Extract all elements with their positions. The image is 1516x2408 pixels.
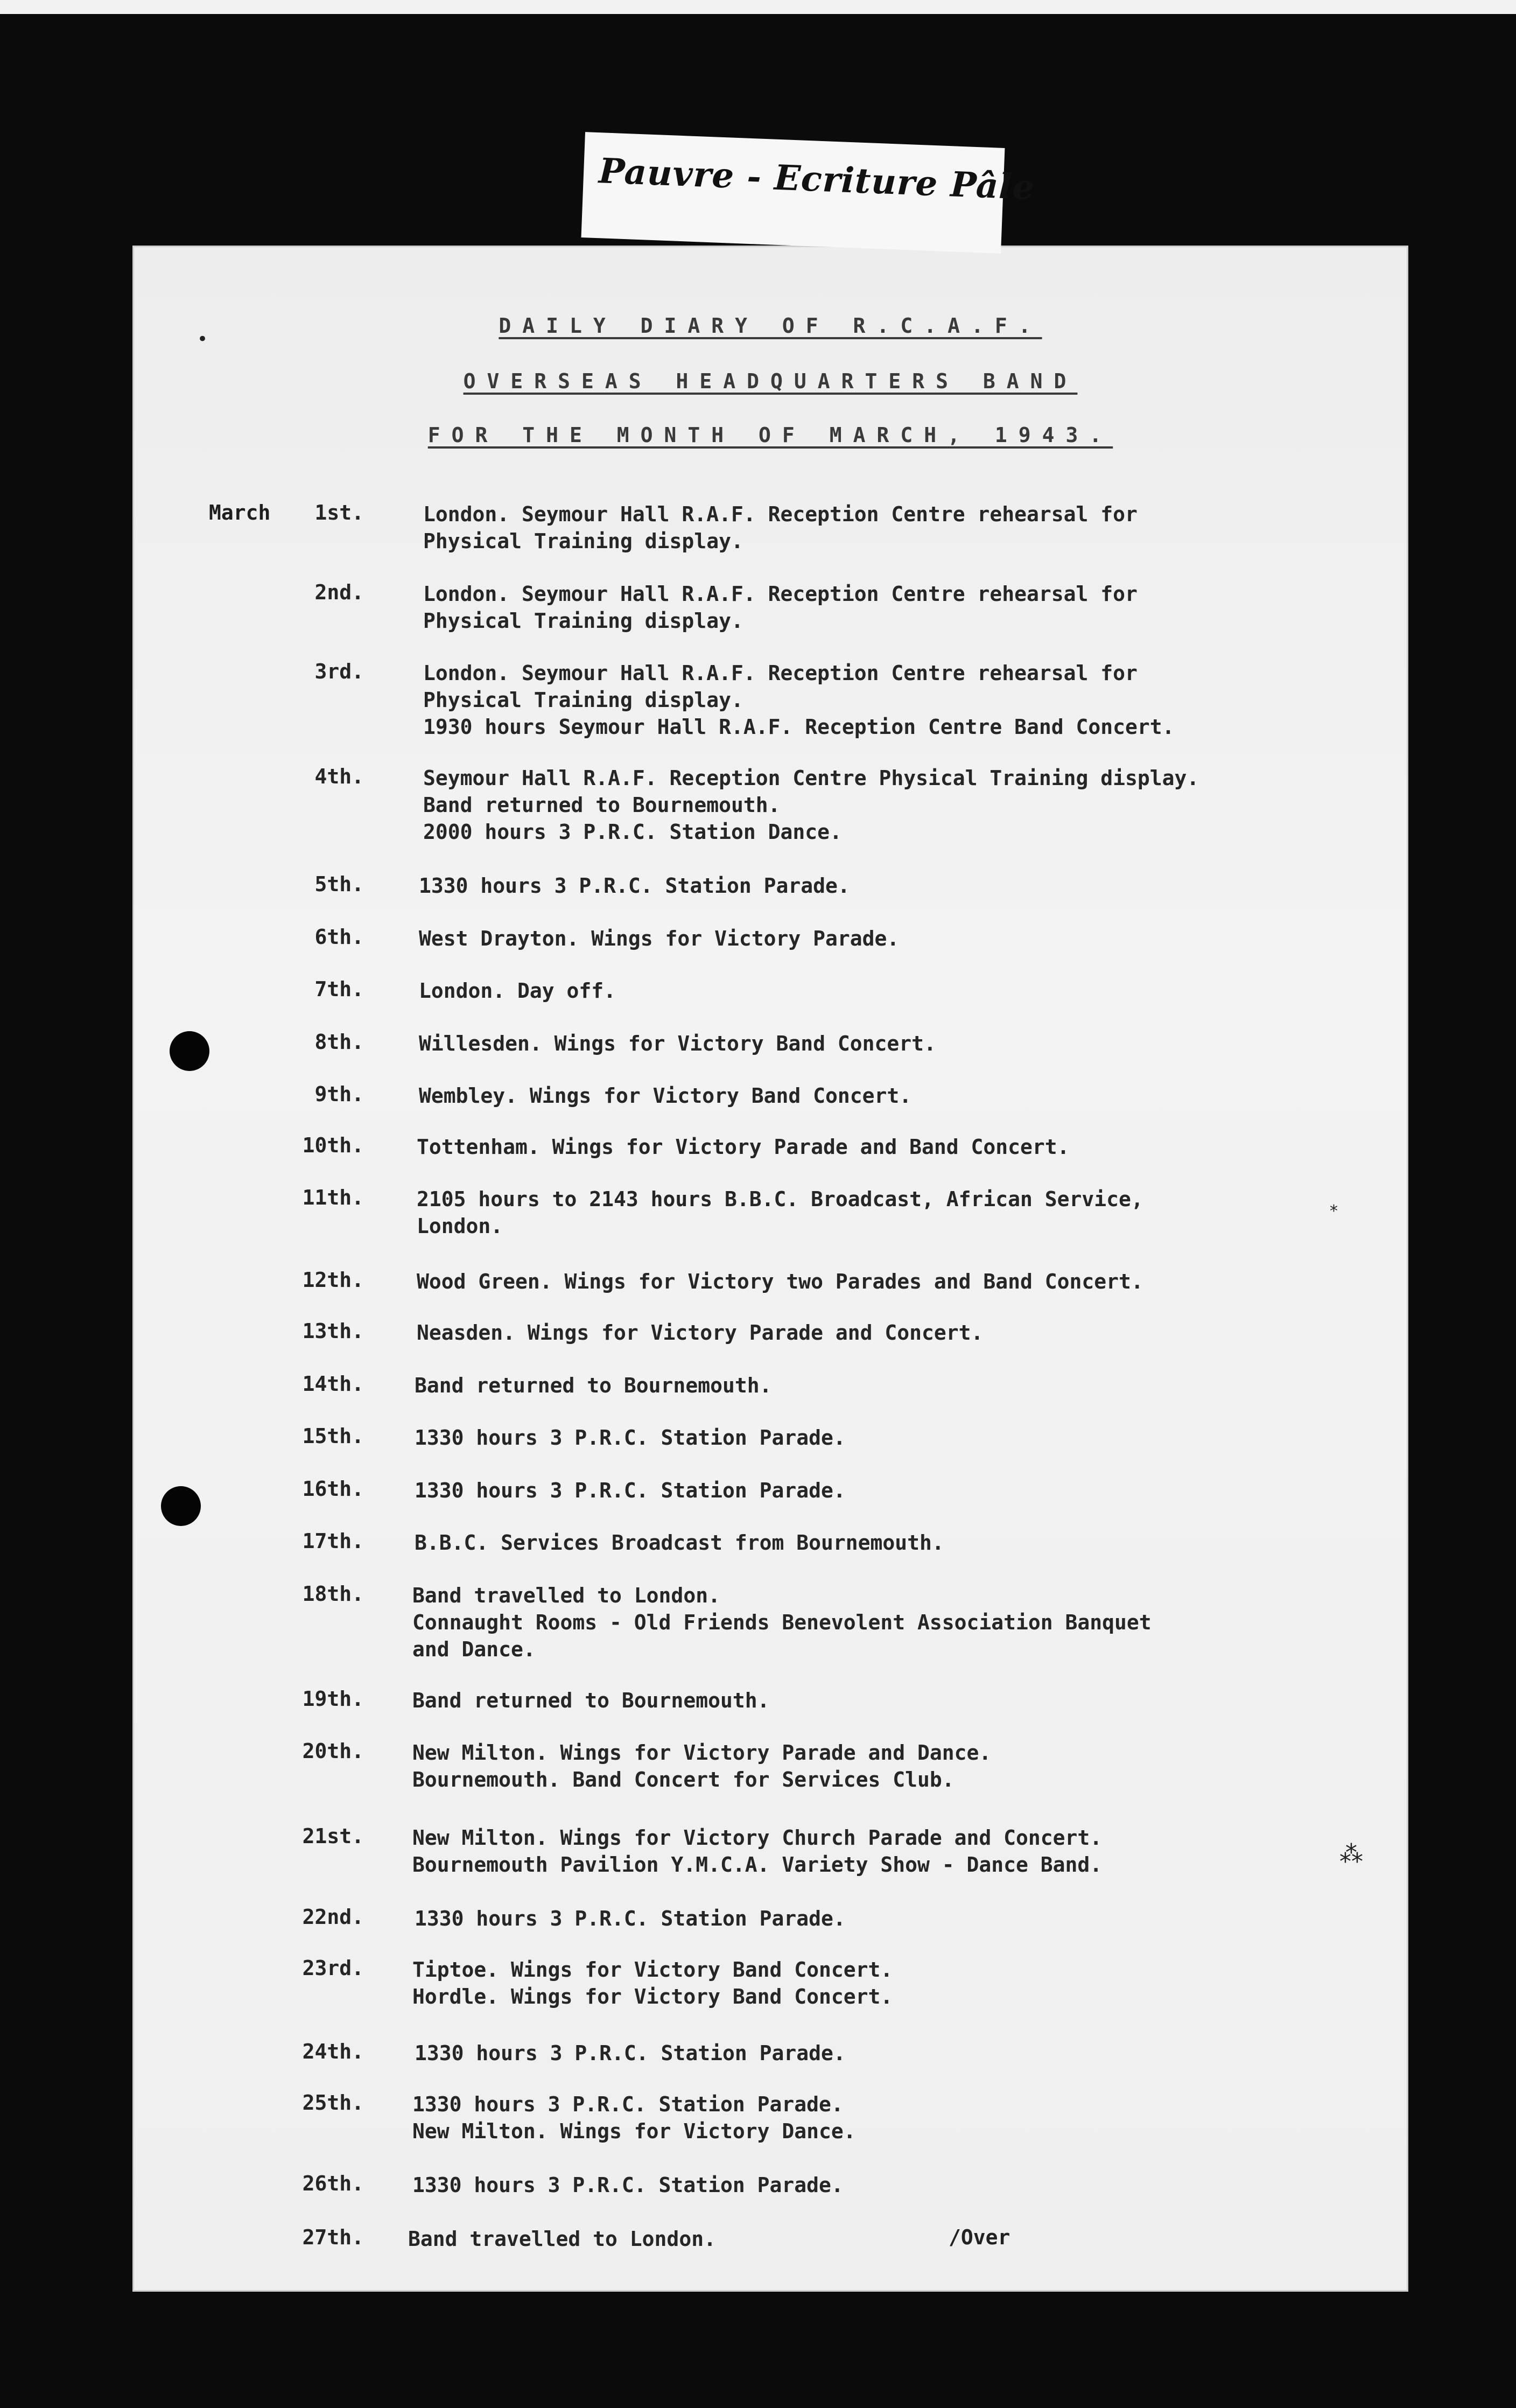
entry-text xyxy=(419,925,899,952)
entry-line: Neasden. Wings for Victory Parade and Concert. xyxy=(417,1321,984,1345)
entry-day: 20th. xyxy=(302,1739,364,1763)
entry-text xyxy=(415,1424,846,1451)
entry-text xyxy=(412,2091,856,2145)
diary-title-line-2: OVERSEAS HEADQUARTERS BAND xyxy=(463,369,1078,393)
diary-entry xyxy=(0,660,1516,739)
entry-text xyxy=(415,2040,846,2067)
diary-entry xyxy=(0,1824,1516,1877)
entry-day: 25th. xyxy=(302,2091,364,2115)
entry-day: 6th. xyxy=(314,925,364,949)
entry-line: Wood Green. Wings for Victory two Parades and Band Concert. xyxy=(417,1270,1143,1293)
entry-text xyxy=(415,1372,771,1399)
entry-day: 19th. xyxy=(302,1687,364,1711)
entry-line: 1330 hours 3 P.R.C. Station Parade. xyxy=(412,2173,844,2197)
entry-line: Willesden. Wings for Victory Band Concert. xyxy=(419,1032,936,1055)
diary-entry xyxy=(0,977,1516,1003)
entry-line: Hordle. Wings for Victory Band Concert. xyxy=(412,1985,893,2008)
entry-text xyxy=(419,1082,911,1109)
entry-line: West Drayton. Wings for Victory Parade. xyxy=(419,927,900,950)
diary-entry xyxy=(0,1956,1516,2008)
entry-line: Tiptoe. Wings for Victory Band Concert. xyxy=(412,1958,893,1982)
entry-line: 1330 hours 3 P.R.C. Station Parade. xyxy=(415,1479,846,1502)
archive-note-text: Pauvre - Ecriture Pâle xyxy=(598,151,1036,208)
entry-day: 9th. xyxy=(314,1082,364,1106)
diary-title-line-3: FOR THE MONTH OF MARCH, 1943. xyxy=(427,423,1113,447)
entry-text xyxy=(417,1186,1143,1240)
diary-entry xyxy=(0,1030,1516,1055)
entry-text xyxy=(412,1739,991,1793)
entry-day: 3rd. xyxy=(314,660,364,683)
diary-entry xyxy=(0,1424,1516,1450)
entry-day: 12th. xyxy=(302,1268,364,1292)
entry-line: 1330 hours 3 P.R.C. Station Parade. xyxy=(415,1907,846,1930)
entry-day: 26th. xyxy=(302,2172,364,2195)
entry-day: 21st. xyxy=(302,1824,364,1848)
diary-entry xyxy=(0,2091,1516,2143)
diary-entry xyxy=(0,925,1516,950)
entry-day: 24th. xyxy=(302,2040,364,2063)
diary-entry xyxy=(0,1687,1516,1712)
entry-line: London. Day off. xyxy=(419,979,616,1003)
entry-line: Bournemouth. Band Concert for Services Club. xyxy=(412,1768,954,1791)
diary-entry xyxy=(0,1739,1516,1791)
entry-day: 14th. xyxy=(302,1372,364,1396)
entry-line: Band returned to Bournemouth. xyxy=(415,1374,772,1397)
entry-line: B.B.C. Services Broadcast from Bournemouth. xyxy=(415,1531,944,1555)
entry-line: New Milton. Wings for Victory Parade and Dance. xyxy=(412,1741,992,1765)
entry-line: London. Seymour Hall R.A.F. Reception Centre rehearsal for xyxy=(423,661,1138,685)
entry-day: 27th. xyxy=(302,2225,364,2249)
diary-entry xyxy=(0,1905,1516,1930)
diary-entry xyxy=(0,1372,1516,1397)
entry-day: 10th. xyxy=(302,1133,364,1157)
entry-line: London. Seymour Hall R.A.F. Reception Centre rehearsal for xyxy=(423,582,1138,606)
entry-line: 1330 hours 3 P.R.C. Station Parade. xyxy=(419,874,850,898)
entry-text xyxy=(417,1133,1070,1160)
entry-day: 11th. xyxy=(302,1186,364,1209)
entry-day: 2nd. xyxy=(314,580,364,604)
diary-entry xyxy=(0,1477,1516,1502)
diary-entry xyxy=(0,2172,1516,2197)
entry-day: 16th. xyxy=(302,1477,364,1501)
entry-text xyxy=(417,1319,983,1346)
entry-text xyxy=(412,1956,893,2010)
month-label: March xyxy=(209,501,271,524)
diary-entry xyxy=(0,765,1516,844)
entry-text xyxy=(423,660,1175,740)
diary-entry xyxy=(0,1529,1516,1555)
ink-mark: ⁂ xyxy=(1339,1840,1363,1868)
film-edge-strip xyxy=(0,0,1516,14)
entry-line: 1330 hours 3 P.R.C. Station Parade. xyxy=(412,2092,844,2116)
entry-line: New Milton. Wings for Victory Church Parade and Concert. xyxy=(412,1826,1103,1850)
entry-line: 1330 hours 3 P.R.C. Station Parade. xyxy=(415,1426,846,1450)
entry-text xyxy=(423,765,1199,845)
entry-day: 7th. xyxy=(314,977,364,1001)
entry-text xyxy=(412,1824,1102,1878)
entry-line: Wembley. Wings for Victory Band Concert. xyxy=(419,1084,912,1108)
entry-text xyxy=(419,872,850,899)
entry-text xyxy=(415,1477,846,1504)
entry-line: and Dance. xyxy=(412,1637,536,1661)
entry-text xyxy=(417,1268,1143,1295)
entry-line: London. Seymour Hall R.A.F. Reception Centre rehearsal for xyxy=(423,502,1138,526)
entry-text xyxy=(415,1905,846,1932)
diary-entry xyxy=(0,1133,1516,1159)
entry-line: New Milton. Wings for Victory Dance. xyxy=(412,2119,856,2143)
entry-day: 17th. xyxy=(302,1529,364,1553)
entry-text xyxy=(412,2172,844,2199)
entry-text xyxy=(412,1687,769,1714)
entry-line: 1330 hours 3 P.R.C. Station Parade. xyxy=(415,2041,846,2065)
entry-day: 23rd. xyxy=(302,1956,364,1980)
continuation-note: /Over xyxy=(949,2225,1010,2249)
entry-line: Connaught Rooms - Old Friends Benevolent Association Banquet xyxy=(412,1611,1152,1634)
entry-text xyxy=(412,1582,1152,1663)
entry-day: 5th. xyxy=(314,872,364,896)
entry-text xyxy=(423,580,1138,634)
entry-line: London. xyxy=(417,1214,503,1238)
entry-text xyxy=(419,977,616,1004)
entry-text xyxy=(415,1529,944,1556)
entry-text xyxy=(419,1030,936,1057)
entry-day: 13th. xyxy=(302,1319,364,1343)
entry-line: Band travelled to London. xyxy=(412,1584,720,1607)
diary-entry xyxy=(0,580,1516,633)
entry-line: Seymour Hall R.A.F. Reception Centre Physical Training display. xyxy=(423,766,1199,790)
entry-day: 4th. xyxy=(314,765,364,788)
entry-line: 1930 hours Seymour Hall R.A.F. Reception Centre Band Concert. xyxy=(423,715,1175,739)
archive-note-label xyxy=(581,132,1036,254)
entry-line: Band returned to Bournemouth. xyxy=(423,793,781,817)
entry-line: 2000 hours 3 P.R.C. Station Dance. xyxy=(423,820,842,844)
ink-mark: * xyxy=(1330,1202,1338,1221)
diary-entry xyxy=(0,872,1516,898)
entry-day: 22nd. xyxy=(302,1905,364,1929)
diary-entry xyxy=(0,1082,1516,1108)
entry-line: Band returned to Bournemouth. xyxy=(412,1689,770,1712)
ink-mark: • xyxy=(197,328,208,350)
entry-line: Band travelled to London. xyxy=(408,2227,716,2251)
entry-line: Tottenham. Wings for Victory Parade and Band Concert. xyxy=(417,1135,1070,1159)
entry-line: Physical Training display. xyxy=(423,688,743,712)
entry-text xyxy=(423,501,1138,555)
diary-entry xyxy=(0,1268,1516,1293)
diary-title-line-1: DAILY DIARY OF R.C.A.F. xyxy=(499,314,1042,338)
entry-line: Physical Training display. xyxy=(423,529,743,553)
punch-hole-lower xyxy=(161,1486,201,1526)
entry-line: Physical Training display. xyxy=(423,609,743,633)
diary-entry xyxy=(0,1582,1516,1661)
entry-text xyxy=(408,2225,716,2252)
diary-entry xyxy=(0,1186,1516,1238)
entry-day: 18th. xyxy=(302,1582,364,1606)
entry-day: 1st. xyxy=(314,501,364,524)
entry-day: 15th. xyxy=(302,1424,364,1448)
entry-line: Bournemouth Pavilion Y.M.C.A. Variety Show - Dance Band. xyxy=(412,1853,1103,1877)
entry-line: 2105 hours to 2143 hours B.B.C. Broadcast, African Service, xyxy=(417,1187,1143,1211)
diary-entry xyxy=(0,2040,1516,2065)
entry-day: 8th. xyxy=(314,1030,364,1054)
diary-entry xyxy=(0,1319,1516,1345)
punch-hole-upper xyxy=(170,1031,209,1071)
